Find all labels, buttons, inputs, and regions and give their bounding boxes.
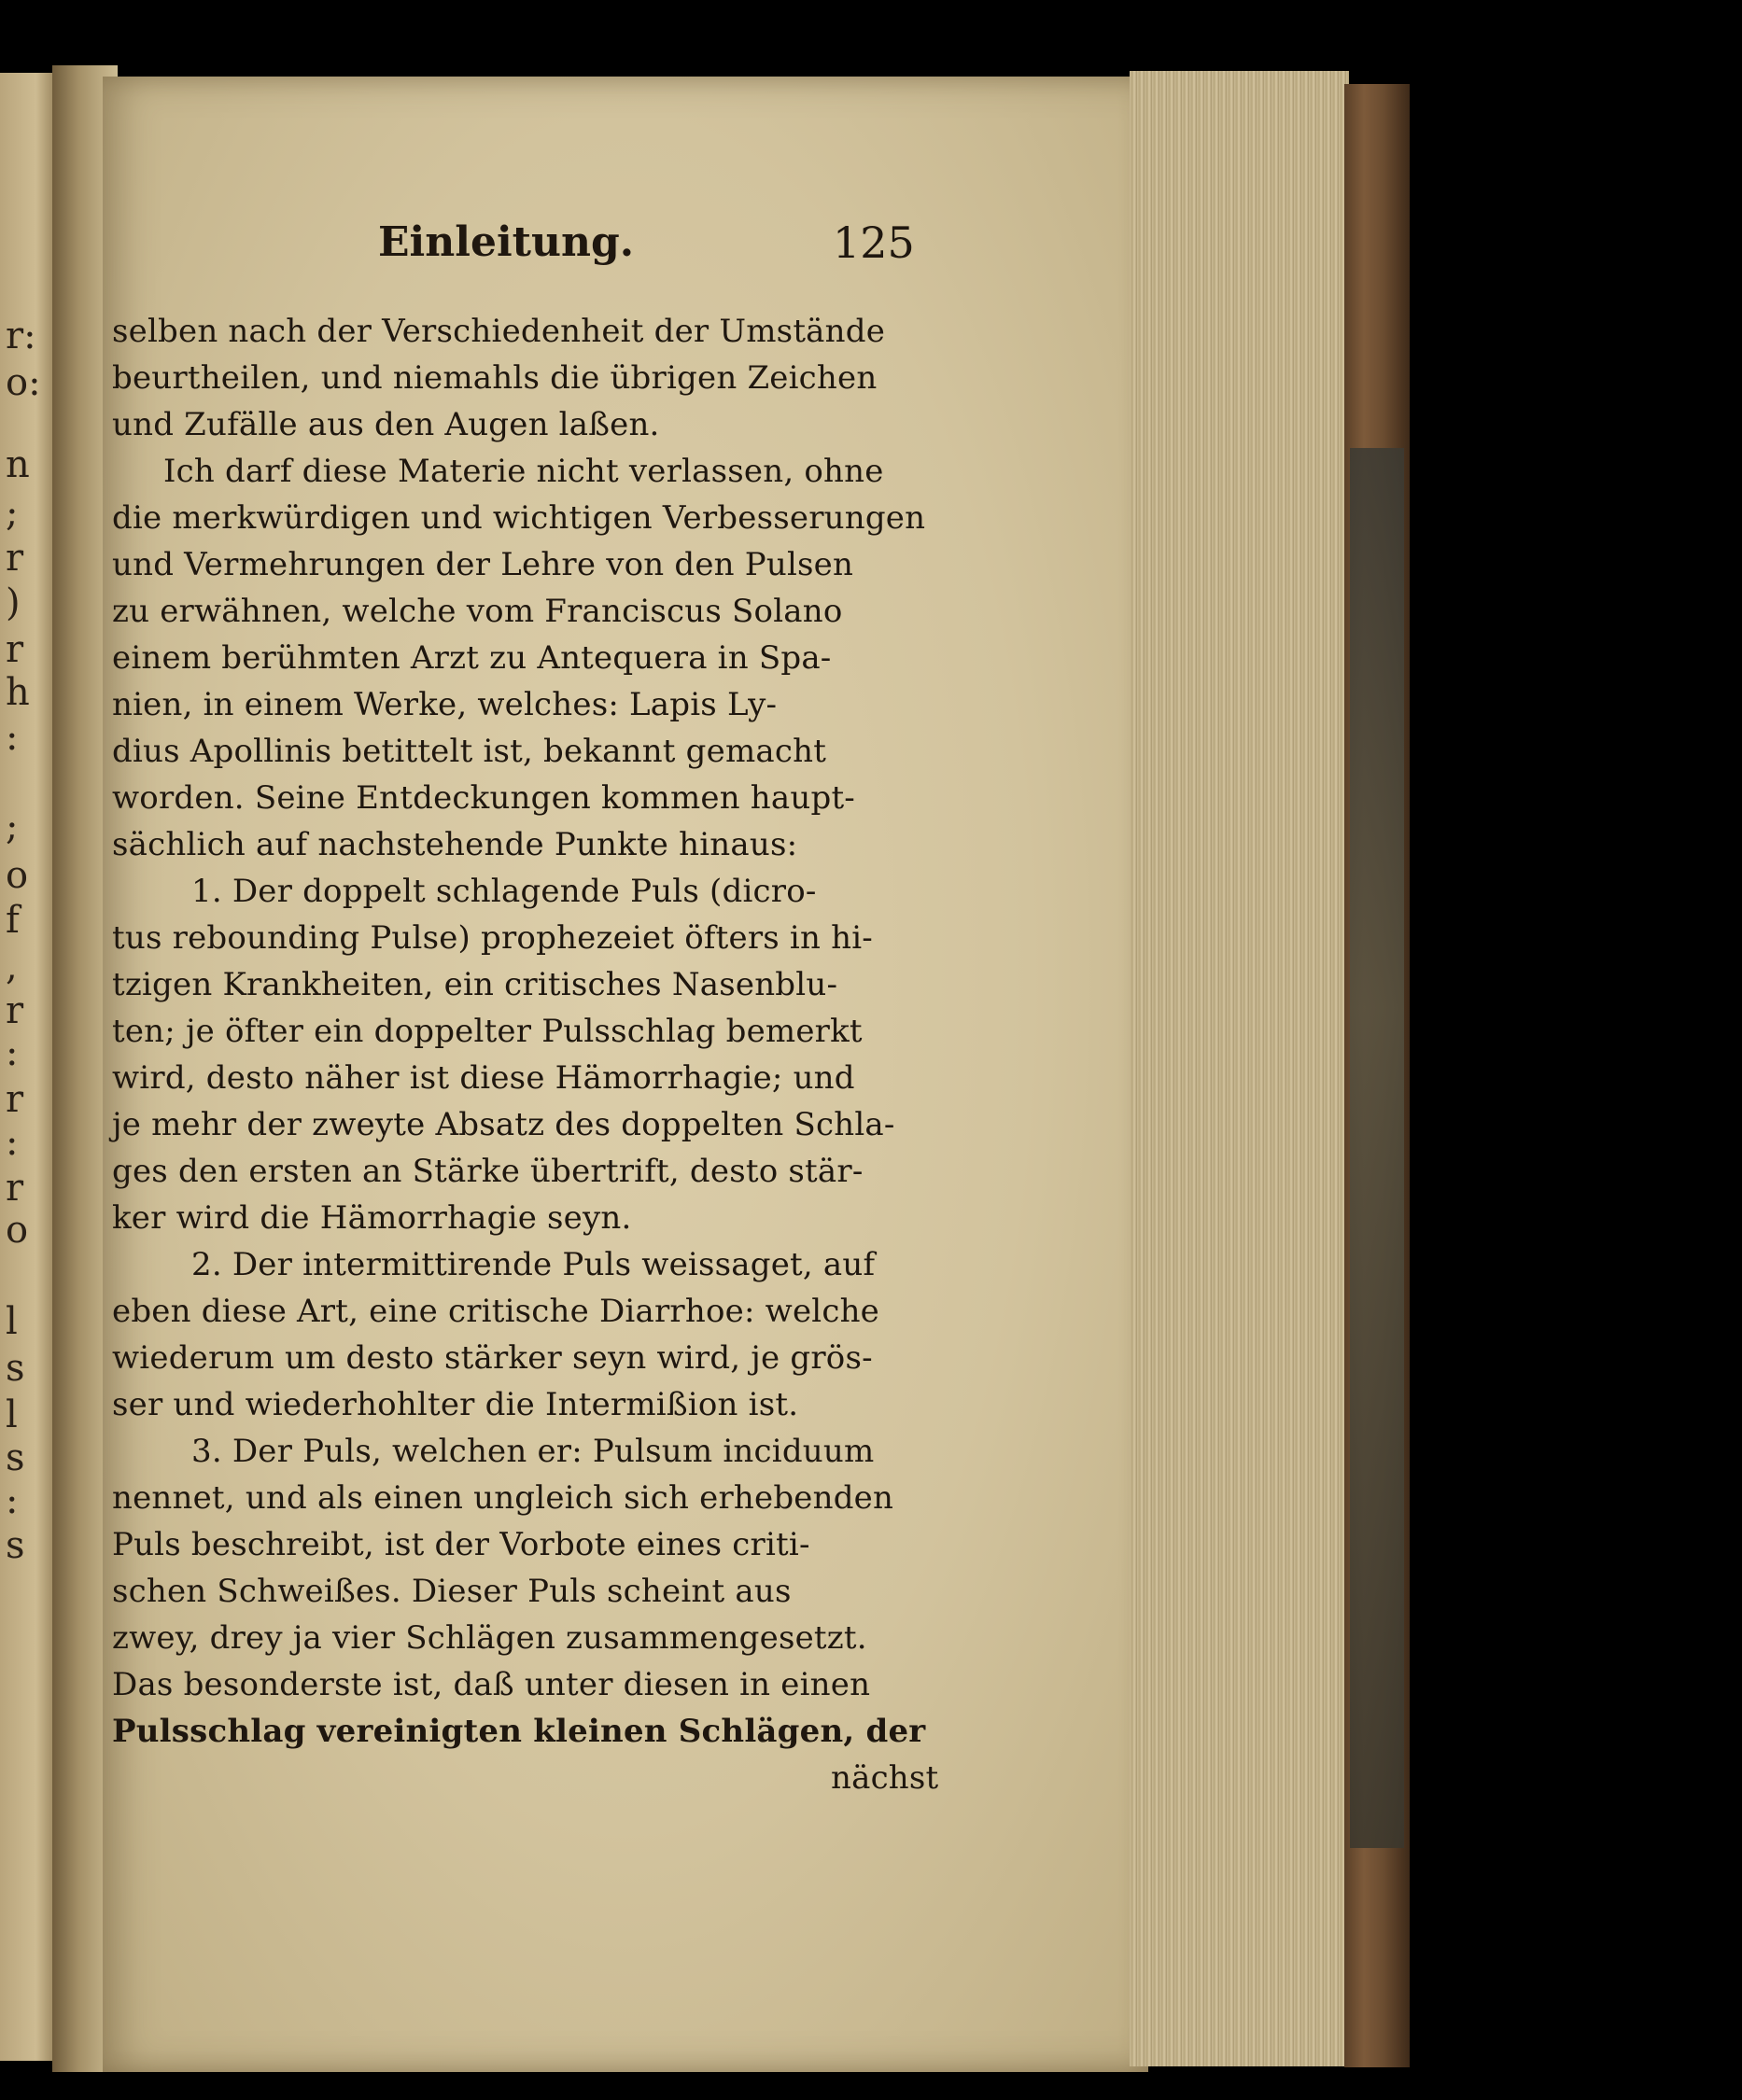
left-margin-mark: o — [6, 854, 29, 897]
left-margin-mark: o — [6, 1209, 29, 1252]
left-margin-mark: ; — [6, 492, 19, 535]
left-margin-mark: ) — [6, 581, 21, 624]
text-line: tzigen Krankheiten, ein critisches Nasenblu- — [112, 966, 838, 1003]
left-margin-mark: r: — [6, 315, 36, 357]
page-number: 125 — [833, 217, 915, 268]
text-line: und Zufälle aus den Augen laßen. — [112, 406, 660, 443]
text-line: wird, desto näher ist diese Hämorrhagie; und — [112, 1059, 855, 1097]
cover-wear — [1350, 448, 1404, 1848]
text-line: 2. Der intermittirende Puls weissaget, auf — [191, 1246, 876, 1283]
text-line: ten; je öfter ein doppelter Pulsschlag bemerkt — [112, 1013, 863, 1050]
left-margin-mark: : — [6, 1479, 19, 1522]
text-line: Das besonderste ist, daß unter diesen in einen — [112, 1666, 871, 1703]
text-line: beurtheilen, und niemahls die übrigen Zeichen — [112, 359, 878, 397]
text-line: ker wird die Hämorrhagie seyn. — [112, 1199, 632, 1237]
left-margin-mark: s — [6, 1524, 25, 1567]
text-line: wiederum um desto stärker seyn wird, je grös- — [112, 1339, 873, 1377]
left-margin-mark: l — [6, 1300, 18, 1343]
left-margin-mark: : — [6, 1121, 19, 1164]
left-margin-mark: ; — [6, 805, 19, 848]
left-margin-mark: s — [6, 1436, 25, 1479]
text-line: 1. Der doppelt schlagende Puls (dicro- — [191, 873, 817, 910]
text-line: dius Apollinis betittelt ist, bekannt gemacht — [112, 733, 827, 770]
text-line: selben nach der Verschiedenheit der Umstände — [112, 313, 886, 350]
text-line: tus rebounding Pulse) prophezeiet öfters in hi- — [112, 919, 873, 957]
left-margin-mark: n — [6, 443, 30, 486]
left-margin-mark: r — [6, 1078, 24, 1121]
text-line: eben diese Art, eine critische Diarrhoe: welche — [112, 1293, 879, 1330]
left-margin-mark: : — [6, 716, 19, 759]
text-line: ser und wiederhohlter die Intermißion ist. — [112, 1386, 799, 1423]
text-line: je mehr der zweyte Absatz des doppelten Schla- — [112, 1106, 895, 1143]
catchword: nächst — [831, 1759, 939, 1797]
text-line: Puls beschreibt, ist der Vorbote eines criti- — [112, 1526, 810, 1563]
left-margin-mark: o: — [6, 361, 41, 404]
text-line: die merkwürdigen und wichtigen Verbesserungen — [112, 499, 926, 537]
text-line: schen Schweißes. Dieser Puls scheint aus — [112, 1573, 792, 1610]
left-margin-mark: : — [6, 1031, 19, 1074]
text-line: worden. Seine Entdeckungen kommen haupt- — [112, 779, 855, 817]
page-edges — [1130, 71, 1349, 2066]
left-margin-mark: r — [6, 628, 24, 671]
left-margin-mark: , — [6, 945, 18, 988]
text-line: einem berühmten Arzt zu Antequera in Spa- — [112, 639, 832, 677]
text-line: und Vermehrungen der Lehre von den Pulsen — [112, 546, 854, 583]
text-line: nennet, und als einen ungleich sich erhebenden — [112, 1479, 894, 1517]
left-margin-mark: h — [6, 671, 30, 714]
text-line: ges den ersten an Stärke übertrift, desto stär- — [112, 1153, 864, 1190]
left-margin-mark: s — [6, 1347, 25, 1390]
text-line: Pulsschlag vereinigten kleinen Schlägen, der — [112, 1713, 926, 1750]
text-line: nien, in einem Werke, welches: Lapis Ly- — [112, 686, 778, 723]
left-margin-mark: r — [6, 989, 24, 1032]
left-margin-mark: r — [6, 537, 24, 580]
left-page-fragment — [0, 73, 60, 2061]
text-line: Ich darf diese Materie nicht verlassen, ohne — [163, 453, 884, 490]
running-title: Einleitung. — [378, 218, 635, 266]
text-line: 3. Der Puls, welchen er: Pulsum inciduum — [191, 1433, 875, 1470]
text-line: zu erwähnen, welche vom Franciscus Solano — [112, 593, 843, 630]
text-line: zwey, drey ja vier Schlägen zusammengesetzt. — [112, 1619, 867, 1657]
left-margin-mark: f — [6, 899, 20, 942]
left-margin-mark: r — [6, 1167, 24, 1210]
left-margin-mark: l — [6, 1393, 18, 1436]
text-line: sächlich auf nachstehende Punkte hinaus: — [112, 826, 798, 863]
